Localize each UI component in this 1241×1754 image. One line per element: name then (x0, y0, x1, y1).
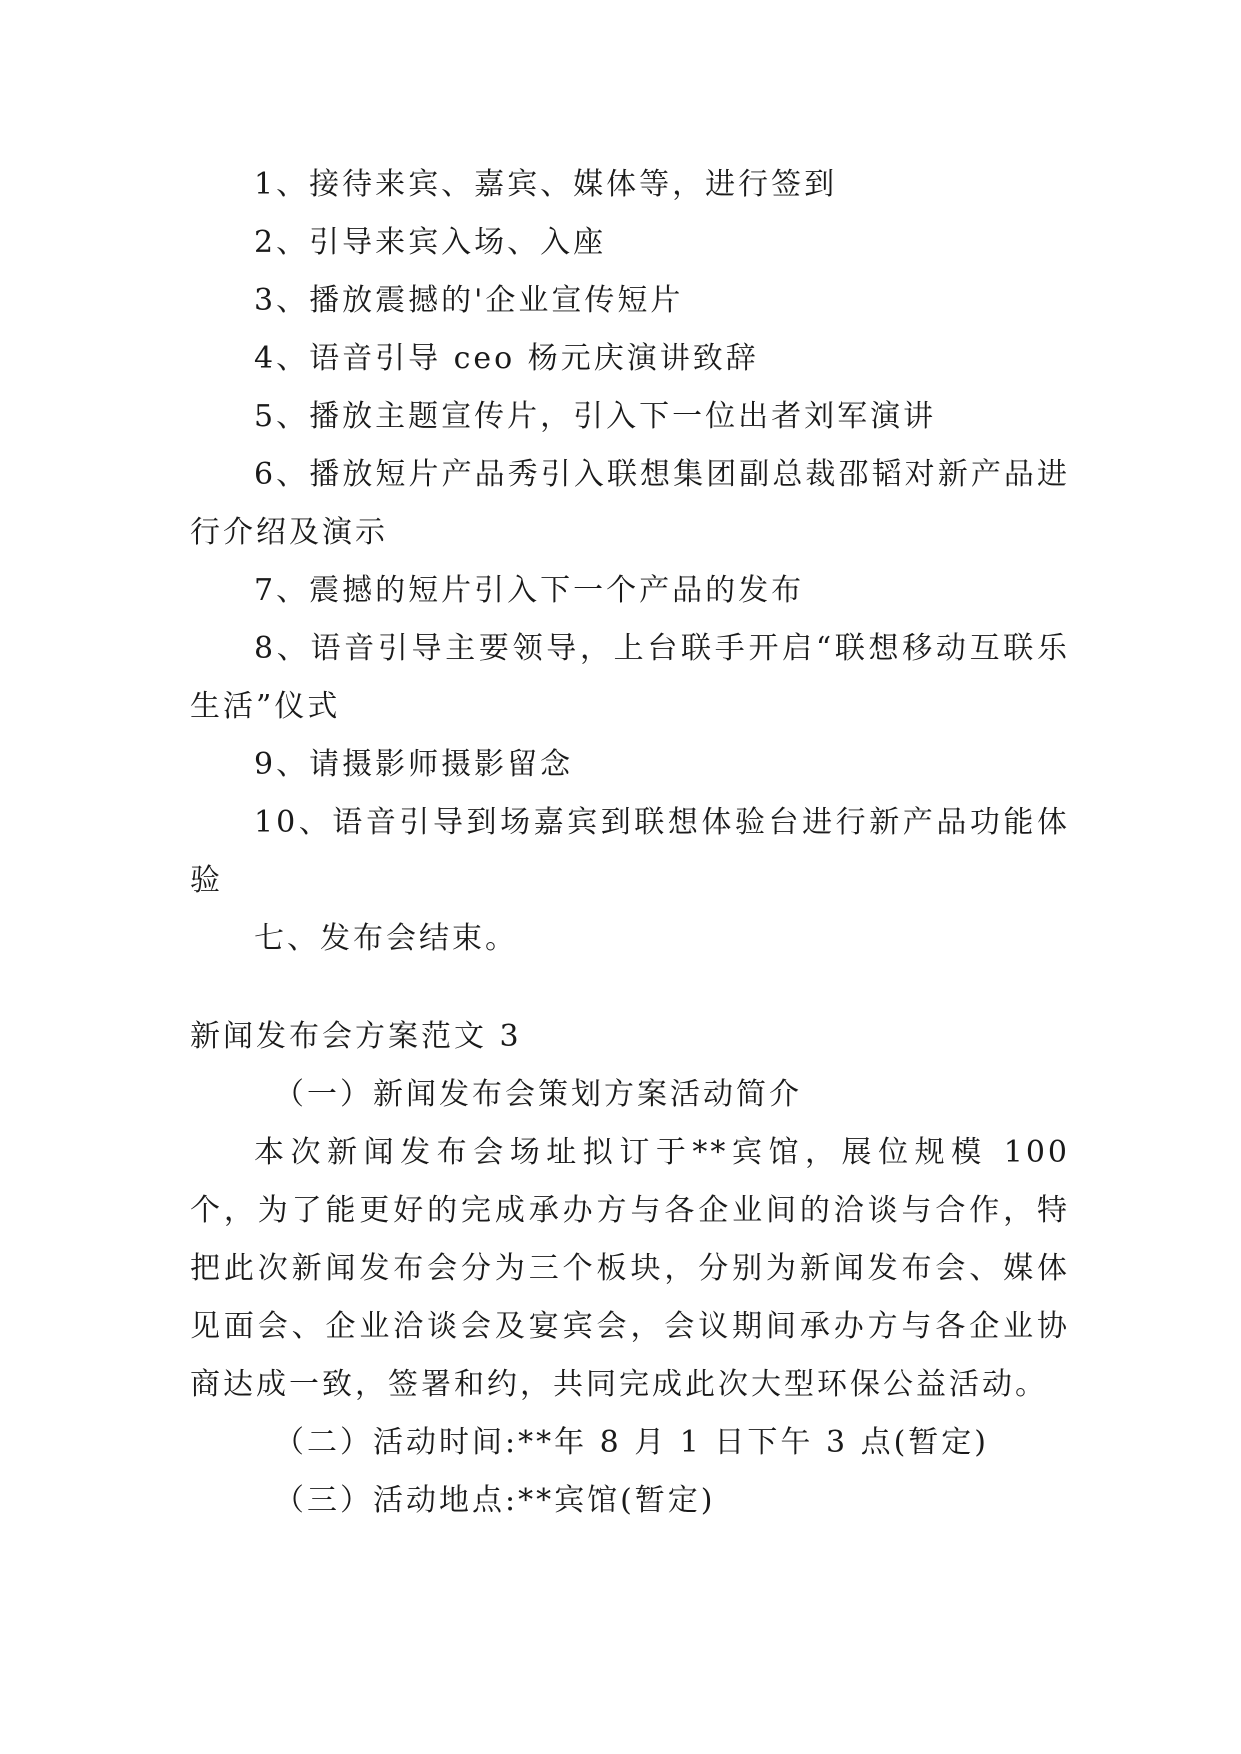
list-item: 4、语音引导 ceo 杨元庆演讲致辞 (254, 341, 759, 376)
subsection-heading: （一）新闻发布会策划方案活动简介 (274, 1077, 802, 1112)
list-item: 2、引导来宾入场、入座 (254, 225, 607, 260)
list-item: 8、语音引导主要领导，上台联手开启“联想移动互联乐生活”仪式 (190, 631, 1070, 724)
intro-paragraph: 本次新闻发布会场址拟订于**宾馆，展位规模 100 个，为了能更好的完成承办方与各企业间的洽谈与合作，特把此次新闻发布会分为三个板块，分别为新闻发布会、媒体见面会、企业洽谈会及宴宾会，会议期间承办方与各企业协商达成一致，签署和约，共同完成此次大型环保公益活动。 (190, 1135, 1070, 1402)
list-item: 9、请摄影师摄影留念 (254, 747, 574, 782)
list-item: 10、语音引导到场嘉宾到联想体验台进行新产品功能体验 (190, 805, 1070, 898)
list-item: 5、播放主题宣传片，引入下一位出者刘军演讲 (254, 399, 937, 434)
closing-line: 七、发布会结束。 (254, 921, 518, 956)
list-item: 1、接待来宾、嘉宾、媒体等，进行签到 (254, 167, 838, 202)
list-item: 7、震撼的短片引入下一个产品的发布 (254, 573, 805, 608)
document-body (190, 156, 1070, 1530)
section-title: 新闻发布会方案范文 3 (190, 1019, 522, 1054)
list-item: 3、播放震撼的'企业宣传短片 (254, 283, 684, 318)
event-time: （二）活动时间:**年 8 月 1 日下午 3 点(暂定) (274, 1425, 989, 1460)
event-location: （三）活动地点:**宾馆(暂定) (274, 1483, 716, 1518)
list-item: 6、播放短片产品秀引入联想集团副总裁邵韬对新产品进行介绍及演示 (190, 457, 1070, 550)
